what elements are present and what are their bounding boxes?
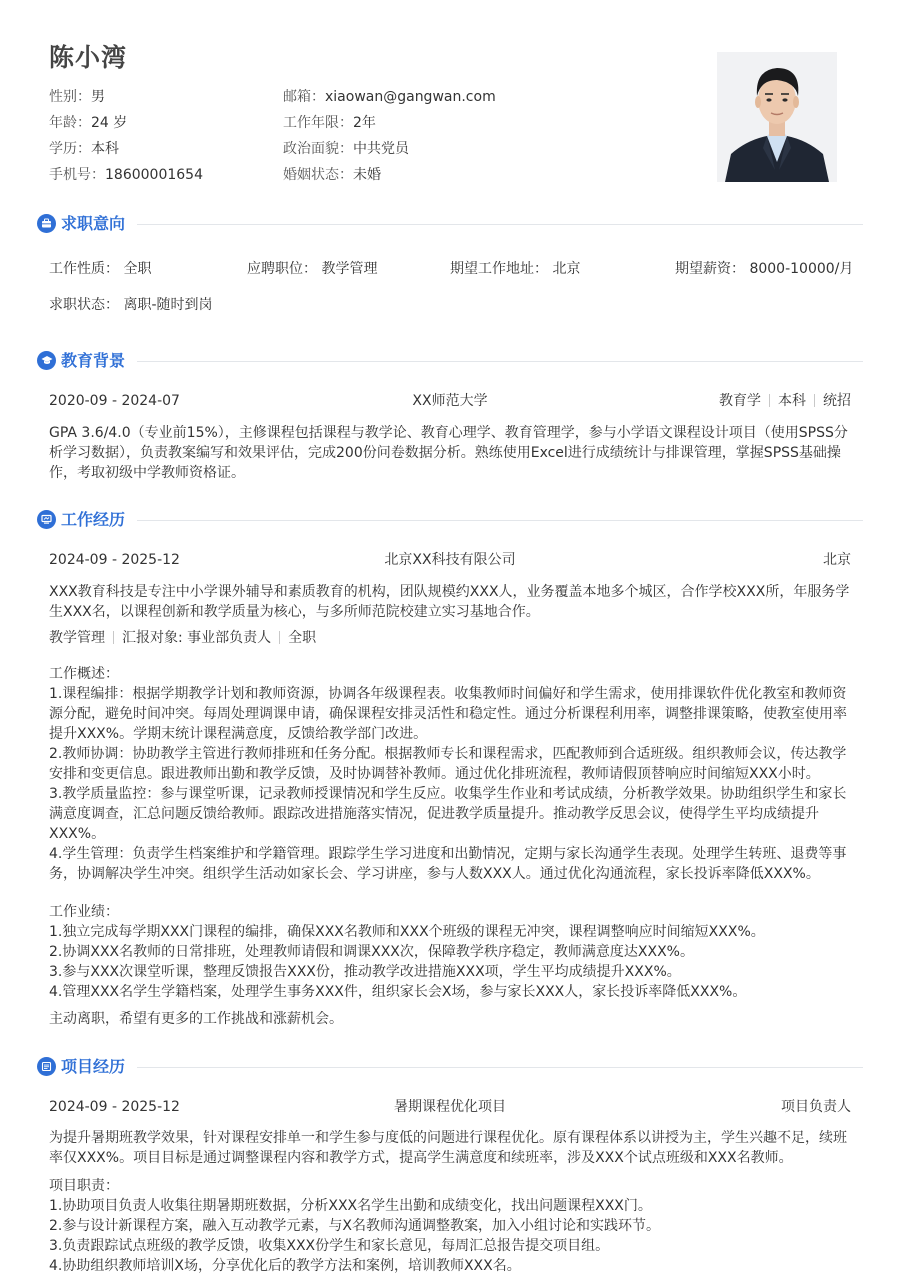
work-years-label: 工作年限： [283,115,353,131]
intent-section-title: 求职意向 [61,214,126,233]
email-label: 邮箱： [283,89,325,105]
duty-item: 2.参与设计新课程方案，融入互动教学元素，与X名教师沟通调整教案，加入小组讨论和实践环节。 [49,1218,660,1234]
position-field [247,259,377,279]
work-years-value: 2年 [353,115,376,131]
politics-value: 中共党员 [353,141,409,157]
work-overview-item: 3.教学质量监控：参与课堂听课，记录教师授课情况和学生反应。收集学生作业和考试成绩，分析教学效果。协助组织学生和家长满意度调查，汇总问题反馈给教师。跟踪改进措施落实情况，促进教学质量提升。推动教学反思会议，使得学生平均成绩提升XXX%。 [49,786,847,842]
list-icon [37,1057,56,1076]
monitor-icon [37,510,56,529]
education-description: GPA 3.6/4.0（专业前15%），主修课程包括课程与教学论、教育心理学、教育管理学，参与小学语文课程设计项目（使用SPSS分析学习数据），负责教案编写和效果评估，完成200份问卷数据分析。熟练使用Excel进行成绩统计与排课管理，掌握SPSS基础操作，考取初级中学教师资格证。 [49,425,848,481]
salary-field [675,259,853,279]
project-section-title: 项目经历 [61,1057,126,1076]
project-role: 项目负责人 [781,1099,851,1115]
major: 教育学 [719,393,761,409]
location-value: 北京 [552,261,581,277]
intent-section-header [37,213,863,235]
work-city: 北京 [823,552,851,568]
work-tags [49,628,316,648]
enrollment-type: 统招 [823,393,851,409]
education-level-row [49,138,119,158]
work-achievements-title: 工作业绩： [49,904,119,920]
work-overview-item: 1.课程编排：根据学期教学计划和教师资源，协调各年级课程表。收集教师时间偏好和学生需求，使用排课软件优化教室和教师资源分配，避免时间冲突。每周处理调课申请，确保课程安排灵活性和稳定性。通过分析课程利用率，调整排课策略，使教室使用率提升XXX%。学期末统计课程满意度，反馈给教学部门改进。 [49,686,847,742]
briefcase-icon [37,214,56,233]
duty-item: 3.负责跟踪试点班级的教学反馈，收集XXX份学生和家长意见，每周汇总报告提交项目组。 [49,1238,610,1254]
politics-label: 政治面貌： [283,141,353,157]
separator [814,394,815,407]
project-duties-title: 项目职责： [49,1178,119,1194]
work-overview-item: 2.教师协调：协助教学主管进行教师排班和任务分配。根据教师专长和课程需求，匹配教师到合适班级。组织教师会议，传达教学安排和变更信息。跟进教师出勤和教学反馈，及时协调替补教师。通过优化排班流程，教师请假顶替响应时间缩短XXX小时。 [49,746,847,782]
work-report-to: 汇报对象: 事业部负责人 [122,630,272,646]
section-divider [137,361,863,362]
section-divider [137,1067,863,1068]
job-status-value: 离职-随时到岗 [123,297,213,313]
work-nature-label: 工作性质： [49,261,119,277]
project-date: 2024-09 - 2025-12 [49,1099,180,1115]
work-years-row [283,112,376,132]
location-field [450,259,580,279]
gender-label: 性别： [49,89,91,105]
education-section-title: 教育背景 [61,351,126,370]
work-nature-field [49,259,151,279]
phone-label: 手机号： [49,167,105,183]
section-divider [137,224,863,225]
job-status-field [49,295,213,315]
work-role: 教学管理 [49,630,105,646]
job-status-label: 求职状态： [49,297,119,313]
politics-row [283,138,409,158]
marital-row [283,164,381,184]
achievement-item: 1.独立完成每学期XXX门课程的编排，确保XXX名教师和XXX个班级的课程无冲突，课程调整响应时间缩短XXX%。 [49,924,765,940]
achievement-item: 4.管理XXX名学生学籍档案，处理学生事务XXX件，组织家长会X场，参与家长XXX人，家长投诉率降低XXX%。 [49,984,747,1000]
gender-value: 男 [91,89,105,105]
position-value: 教学管理 [321,261,378,277]
work-overview [49,664,851,884]
graduation-cap-icon [37,351,56,370]
company-intro: XXX教育科技是专注中小学课外辅导和素质教育的机构，团队规模约XXX人，业务覆盖本地多个城区，合作学校XXX所，年服务学生XXX名，以课程创新和教学质量为核心，与多所师范院校建立实习基地合作。 [49,584,850,620]
separator [113,631,114,644]
work-nature-value: 全职 [123,261,152,277]
project-duties [49,1176,851,1276]
marital-label: 婚姻状态： [283,167,353,183]
education-section-header [37,350,863,372]
work-date: 2024-09 - 2025-12 [49,552,180,568]
age-row [49,112,127,132]
project-name: 暑期课程优化项目 [394,1099,506,1115]
work-section-title: 工作经历 [61,510,126,529]
project-description: 为提升暑期班教学效果，针对课程安排单一和学生参与度低的问题进行课程优化。原有课程体系以讲授为主，学生兴趣不足，续班率仅XXX%。项目目标是通过调整课程内容和教学方式，提高学生满意度和续班率，涉及XXX个试点班级和XXX名教师。 [49,1130,847,1166]
education-date: 2020-09 - 2024-07 [49,393,180,409]
project-section-header [37,1056,863,1078]
work-section-header [37,509,863,531]
profile-photo [717,52,837,182]
age-label: 年龄： [49,115,91,131]
salary-label: 期望薪资： [675,261,745,277]
education-meta [551,391,851,411]
leave-reason: 主动离职，希望有更多的工作挑战和涨薪机会。 [49,1011,343,1027]
position-label: 应聘职位： [247,261,317,277]
company-name: 北京XX科技有限公司 [384,552,516,568]
degree: 本科 [778,393,806,409]
email-value[interactable]: xiaowan@gangwan.com [325,89,496,105]
duty-item: 4.协助组织教师培训X场，分享优化后的教学方法和案例，培训教师XXX名。 [49,1258,521,1274]
work-achievements [49,902,851,1002]
work-overview-title: 工作概述： [49,666,119,682]
gender-row [49,86,105,106]
section-divider [137,520,863,521]
education-level-label: 学历： [49,141,91,157]
email-row [283,86,496,106]
location-label: 期望工作地址： [450,261,548,277]
duty-item: 1.协助项目负责人收集往期暑期班数据，分析XXX名学生出勤和成绩变化，找出问题课程XXX门。 [49,1198,652,1214]
achievement-item: 3.参与XXX次课堂听课，整理反馈报告XXX份，推动教学改进措施XXX项，学生平均成绩提升XXX%。 [49,964,681,980]
candidate-name: 陈小湾 [49,43,128,72]
salary-value: 8000-10000/月 [749,261,854,277]
separator [279,631,280,644]
work-kind: 全职 [288,630,317,646]
age-value: 24 岁 [91,115,128,131]
marital-value: 未婚 [353,167,381,183]
work-overview-item: 4.学生管理：负责学生档案维护和学籍管理。跟踪学生学习进度和出勤情况，定期与家长沟通学生表现。处理学生转班、退费等事务，协调解决学生冲突。组织学生活动如家长会、学习讲座，参与人数XXX人。通过优化沟通流程，家长投诉率降低XXX%。 [49,846,847,882]
phone-row [49,164,203,184]
school-name: XX师范大学 [412,393,488,409]
achievement-item: 2.协调XXX名教师的日常排班，处理教师请假和调课XXX次，保障教学秩序稳定，教师满意度达XXX%。 [49,944,694,960]
separator [769,394,770,407]
avatar-portrait-icon [717,52,837,182]
education-level-value: 本科 [91,141,119,157]
phone-value[interactable]: 18600001654 [105,167,203,183]
